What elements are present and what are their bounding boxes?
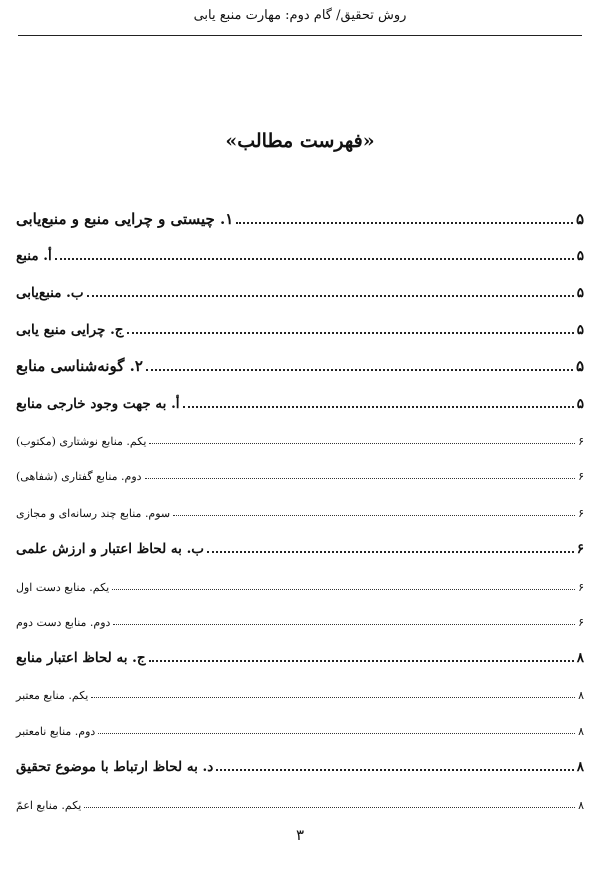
toc-leader-dots	[55, 258, 574, 260]
toc-entry[interactable]	[16, 318, 584, 338]
toc-entry[interactable]	[16, 792, 584, 812]
toc-entry-page: ۸	[578, 799, 584, 812]
toc-leader-dots	[216, 769, 574, 771]
toc-entry[interactable]	[16, 355, 584, 375]
toc-entry[interactable]	[16, 463, 584, 483]
toc-entry-label: أ. به جهت وجود خارجی منابع	[16, 396, 180, 412]
toc-entry-page: ۵	[576, 285, 584, 301]
toc-entry-page: ۶	[578, 435, 584, 448]
toc-entry[interactable]	[16, 646, 584, 666]
toc-leader-dots	[91, 697, 575, 698]
toc-entry-label: أ. منبع	[16, 248, 52, 264]
toc-entry-page: ۸	[578, 689, 584, 702]
toc-entry-label: دوم. منابع گفتاری (شفاهی)	[16, 470, 142, 483]
toc-leader-dots	[98, 733, 575, 734]
toc-entry-page: ۵	[576, 322, 584, 338]
toc-entry-label: سوم. منابع چند رسانه‌ای و مجازی	[16, 507, 171, 520]
toc-entry[interactable]	[16, 244, 584, 264]
toc-entry[interactable]	[16, 428, 584, 448]
toc-entry-page: ۶	[578, 581, 584, 594]
toc-entry[interactable]	[16, 755, 584, 775]
toc-entry-page: ۶	[578, 470, 584, 483]
toc-entry-label: دوم. منابع نامعتبر	[16, 725, 96, 738]
toc-leader-dots	[127, 332, 574, 334]
toc-leader-dots	[113, 624, 575, 625]
toc-entry-page: ۵	[576, 396, 584, 412]
running-header: روش تحقیق/ گام دوم: مهارت منبع یابی	[193, 8, 407, 23]
toc-leader-dots	[207, 551, 574, 553]
toc-entry[interactable]	[16, 392, 584, 412]
toc-entry[interactable]	[16, 500, 584, 520]
toc-entry-label: ۱. چیستی و چرایی منبع و منبع‌یابی	[16, 210, 234, 228]
toc-entry-label: یکم. منابع معتبر	[16, 689, 89, 702]
toc-entry-label: ب. به لحاظ اعتبار و ارزش علمی	[16, 541, 204, 557]
toc-leader-dots	[84, 807, 575, 808]
toc-entry-page: ۸	[578, 725, 584, 738]
toc-entry[interactable]	[16, 574, 584, 594]
toc-entry-page: ۵	[575, 210, 584, 228]
toc-entry-page: ۵	[575, 357, 584, 375]
page-number: ۳	[295, 826, 305, 844]
toc-entry-page: ۵	[576, 248, 584, 264]
toc-leader-dots	[236, 222, 573, 224]
toc-entry-label: ب. منبع‌یابی	[16, 285, 84, 301]
toc-leader-dots	[145, 478, 576, 479]
toc-entry-label: ج. چرایی منبع یابی	[16, 322, 124, 338]
toc-leader-dots	[183, 406, 574, 408]
toc-entry[interactable]	[16, 537, 584, 557]
toc-leader-dots	[149, 660, 574, 662]
toc-title: «فهرست مطالب»	[225, 130, 375, 152]
toc-entry[interactable]	[16, 208, 584, 228]
toc-entry-label: د. به لحاظ ارتباط با موضوع تحقیق	[16, 759, 214, 775]
toc-entry-page: ۶	[576, 541, 584, 557]
toc-entry[interactable]	[16, 682, 584, 702]
toc-entry[interactable]	[16, 718, 584, 738]
toc-entry-page: ۸	[576, 759, 584, 775]
toc-entry-label: یکم. منابع دست اول	[16, 581, 110, 594]
toc-leader-dots	[112, 589, 575, 590]
toc-entry-label: ج. به لحاظ اعتبار منابع	[16, 650, 146, 666]
toc-entry-page: ۸	[576, 650, 584, 666]
toc-entry[interactable]	[16, 609, 584, 629]
toc-leader-dots	[149, 443, 575, 444]
toc-entry-label: یکم. منابع اعمّ	[16, 799, 82, 812]
toc-entry[interactable]	[16, 281, 584, 301]
toc-entry-label: دوم. منابع دست دوم	[16, 616, 111, 629]
toc-leader-dots	[87, 295, 574, 297]
toc-leader-dots	[173, 515, 575, 516]
toc-entry-page: ۶	[578, 507, 584, 520]
toc-entry-label: یکم. منابع نوشتاری (مکتوب)	[16, 435, 147, 448]
toc-entry-label: ۲. گونه‌شناسی منابع	[16, 357, 143, 375]
toc-entry-page: ۶	[578, 616, 584, 629]
toc-leader-dots	[146, 369, 573, 371]
